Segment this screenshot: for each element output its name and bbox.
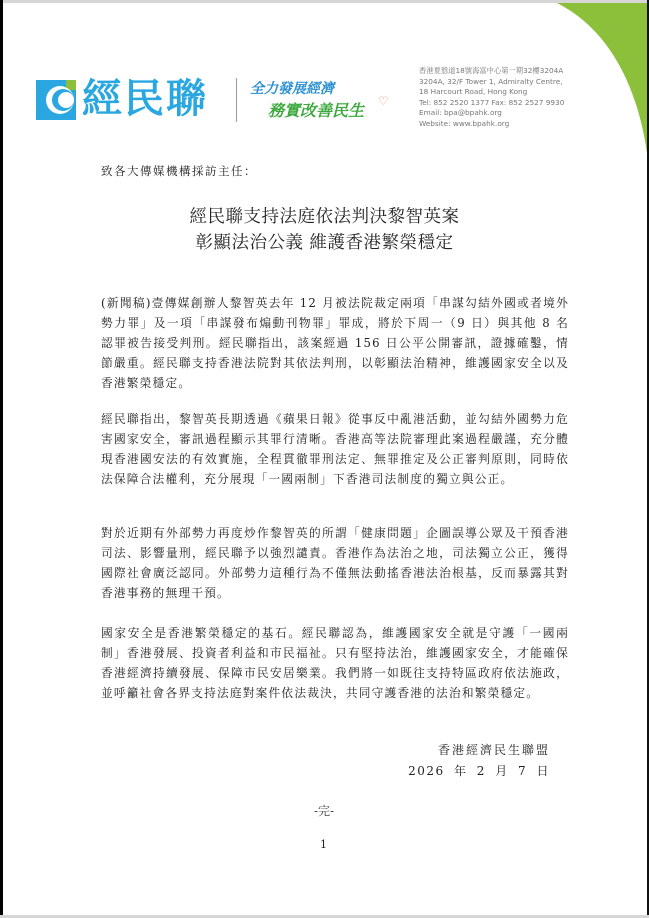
headline-line-1: 經民聯支持法庭依法判決黎智英案: [189, 207, 460, 227]
paragraph-3: 對於近期有外部勢力再度炒作黎智英的所謂「健康問題」企圖誤導公眾及干預香港司法、影響量刑，經民聯予以強烈譴責。香港作為法治之地，司法獨立公正，獲得國際社會廣泛認同。外部勢力這種行為不僅無法動搖香港法治根基，反而暴露其對香港事務的無理干預。: [101, 526, 569, 600]
logo-text: 經民聯: [82, 76, 208, 122]
slogan-line-2: 務實改善民生: [268, 101, 365, 120]
slogan-line-1: 全力發展經濟: [250, 81, 334, 97]
signature-organization: 香港經濟民生聯盟: [437, 743, 550, 757]
address-english-line-2: 18 Harcourt Road, Hong Kong: [419, 87, 528, 97]
page-number: 1: [320, 838, 327, 851]
website-link[interactable]: Website: www.bpahk.org: [419, 118, 510, 128]
email-link[interactable]: Email: bpa@bpahk.org: [419, 108, 502, 118]
slogan-graphic: [248, 76, 398, 124]
logo-divider: [236, 78, 237, 122]
paragraph-4: 國家安全是香港繁榮穩定的基石。經民聯認為，維護國家安全就是守護「一國兩制」香港發展、投資者利益和市民福祉。只有堅持法治，維護國家安全，才能確保香港經濟持續發展、保障市民安居樂業。我們將一如既往支持特區政府依法施政，並呼籲社會各界支持法庭對案件依法裁決，共同守護香港的法治和繁榮穩定。: [101, 626, 569, 700]
page-left-border: [0, 0, 3, 918]
contact-block: [419, 66, 564, 130]
paragraph-2: 經民聯指出，黎智英長期透過《蘋果日報》從事反中亂港活動，並勾結外國勢力危害國家安全，審訊過程顯示其罪行清晰。香港高等法院審理此案過程嚴謹，充分體現香港國安法的有效實施，全程貫徹罪刑法定、無罪推定及公正審判原則，同時依法保障合法權利，充分展現「一國兩制」下香港司法制度的獨立與公正。: [101, 412, 569, 486]
bpa-logo-icon: [36, 80, 76, 120]
paragraph-1: (新聞稿)壹傳媒創辦人黎智英去年 12 月被法院裁定兩項「串謀勾結外國或者境外勢力罪」及一項「串謀發布煽動刊物罪」罪成，將於下周一（9 日）與其他 8 名認罪被告接受判刑。經民聯指出，該案經過 156 日公平公開審訊，證據確鑿，情節嚴重。經民聯支持香港法院對其依法判刑，以彰顯法治精神，維護國家安全以及香港繁榮穩定。: [101, 296, 569, 390]
signature-date: 2026 年 2 月 7 日: [408, 764, 550, 778]
headline-line-2: 彰顯法治公義 維護香港繁榮穩定: [195, 233, 454, 253]
salutation: 致各大傳媒機構採訪主任：: [101, 164, 257, 178]
end-mark: -完-: [314, 804, 335, 818]
phone-fax: Tel: 852 2520 1377 Fax: 852 2527 9930: [419, 97, 565, 107]
heart-icon: ♡: [378, 94, 389, 108]
address-english-line-1: 3204A, 32/F Tower 1, Admiralty Centre,: [419, 76, 563, 86]
address-chinese: 香港夏慤道18號海富中心第一期32樓3204A: [419, 66, 564, 75]
